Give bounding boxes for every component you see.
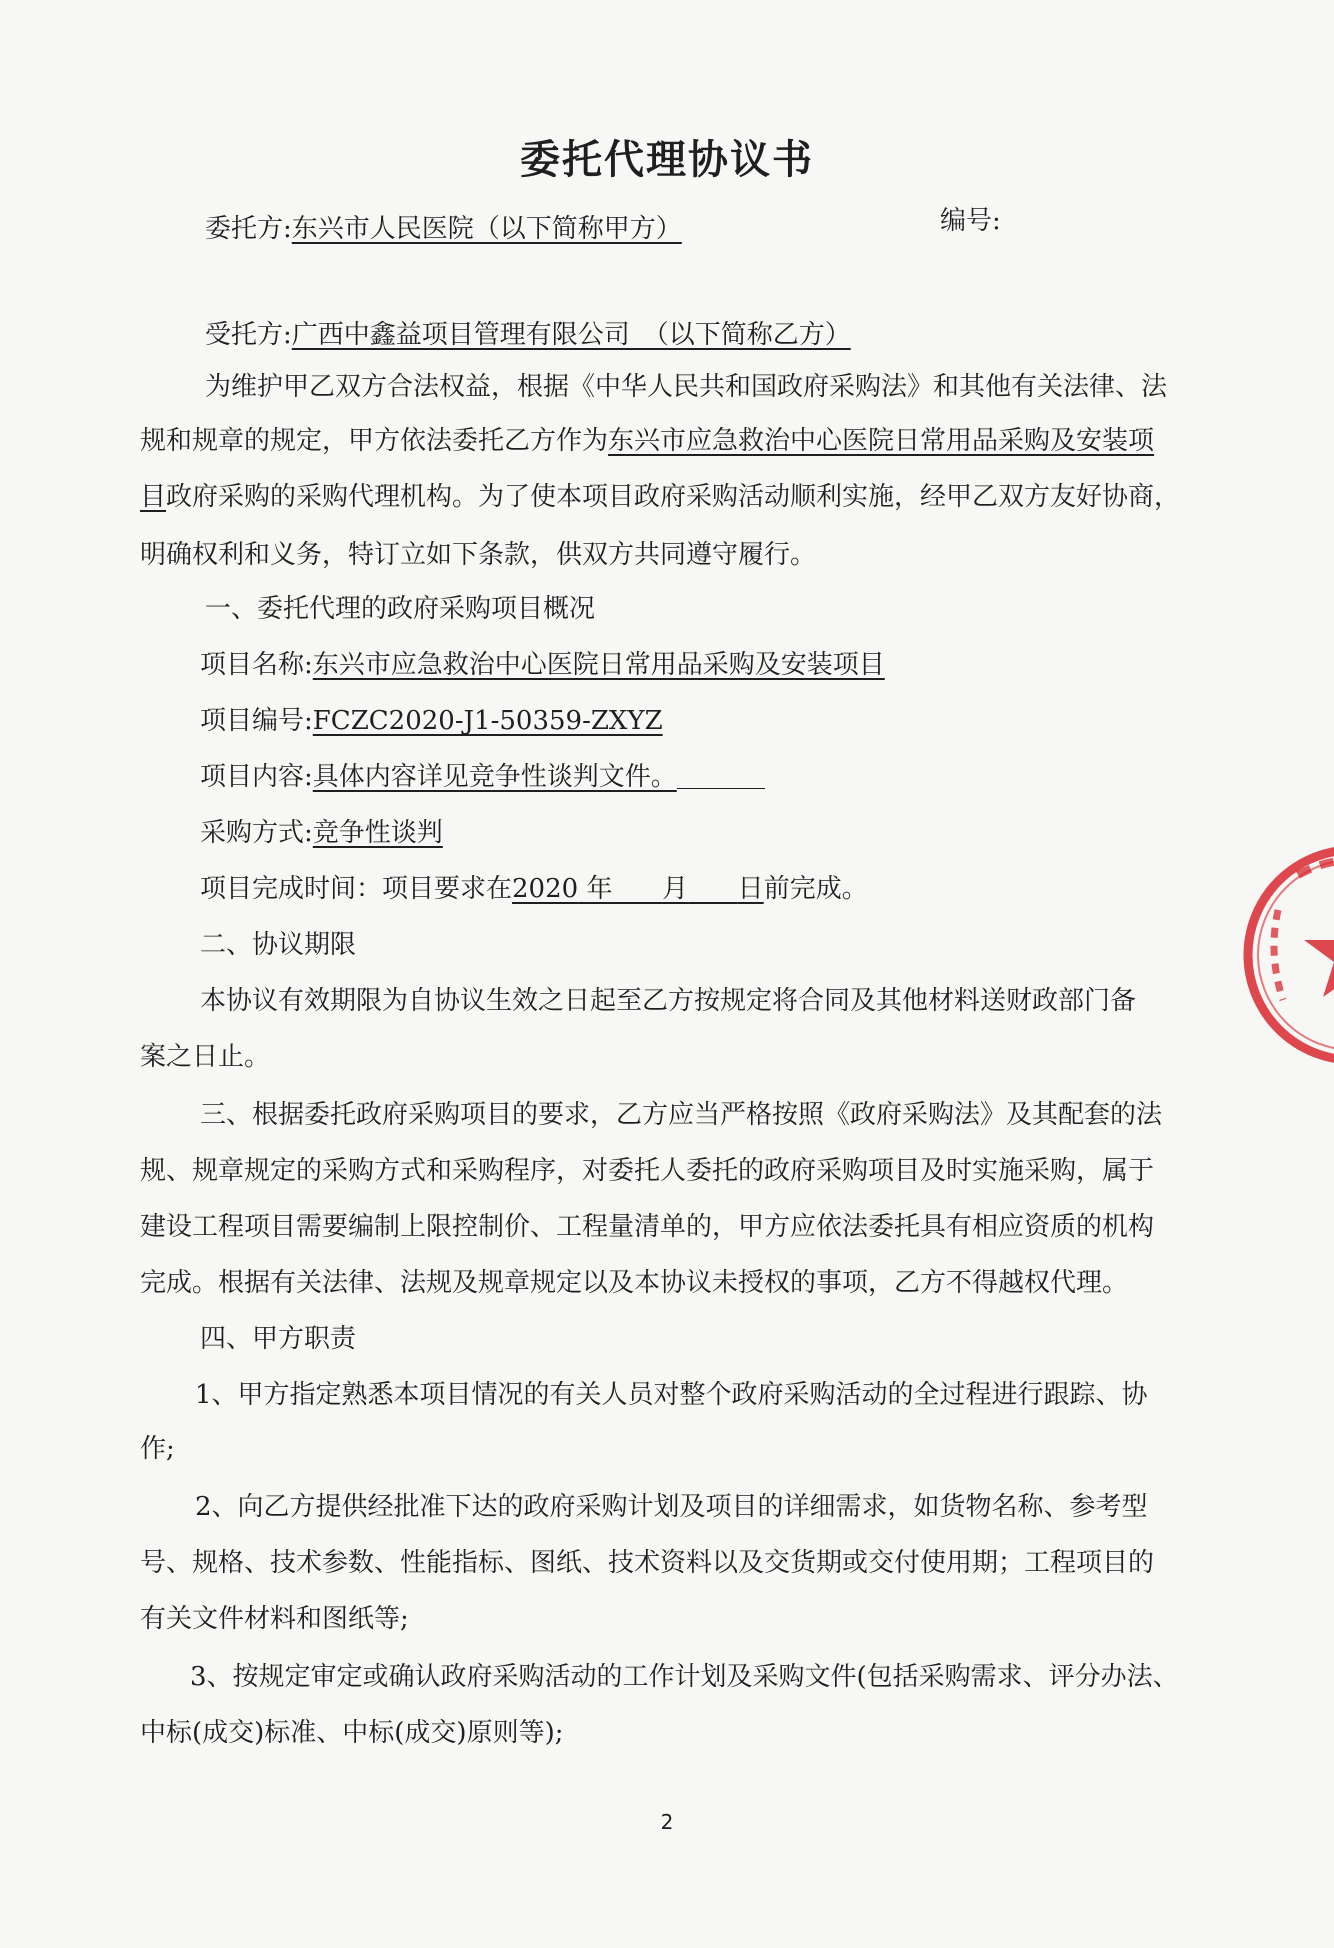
intro-line-1: 为维护甲乙双方合法权益，根据《中华人民共和国政府采购法》和其他有关法律、法 [205,372,1168,402]
completion-year-unit: 年 [586,874,613,904]
duty-2-line-2: 号、规格、技术参数、性能指标、图纸、技术资料以及交货期或交付使用期；工程项目的 [140,1548,1155,1578]
section-1-heading: 一、委托代理的政府采购项目概况 [205,594,596,624]
duty-2-line-1: 2、向乙方提供经批准下达的政府采购计划及项目的详细需求，如货物名称、参考型 [195,1492,1148,1522]
project-content-value: 具体内容详见竞争性谈判文件。 [312,762,677,792]
project-name-value: 东兴市应急救治中心医院日常用品采购及安装项目 [312,650,885,680]
completion-year-value: 2020 [512,874,579,904]
entrusting-party-line [205,212,1280,246]
project-content-label: 项目内容: [200,762,313,792]
entrusting-party-label: 委托方: [205,214,292,244]
completion-time-tail: 前完成。 [763,874,868,904]
intro-line-3-text: 政府采购的采购代理机构。为了使本项目政府采购活动顺利实施，经甲乙双方友好协商， [166,482,1181,512]
duty-1-line-2: 作; [140,1434,175,1464]
section-3-line-3: 建设工程项目需要编制上限控制价、工程量清单的，甲方应依法委托具有相应资质的机构 [140,1212,1155,1242]
project-name-label: 项目名称: [200,650,313,680]
entrusted-party-label: 受托方: [205,320,292,350]
intro-line-3 [140,480,1215,514]
section-3-line-1: 三、根据委托政府采购项目的要求，乙方应当严格按照《政府采购法》及其配套的法 [200,1100,1163,1130]
intro-project-name-tail: 目 [140,482,167,512]
company-seal-icon [1238,840,1334,1070]
completion-year [512,874,764,904]
intro-line-2 [140,424,1215,458]
project-name-line [200,648,1275,682]
duty-3-line-1: 3、按规定审定或确认政府采购活动的工作计划及采购文件(包括采购需求、评分办法、 [190,1662,1179,1692]
completion-time-line [200,872,1275,906]
section-4-heading: 四、甲方职责 [200,1324,357,1354]
entrusted-party-value: 广西中鑫益项目管理有限公司 （以下简称乙方） [291,320,851,350]
section-3-line-2: 规、规章规定的采购方式和采购程序，对委托人委托的政府采购项目及时实施采购，属于 [140,1156,1155,1186]
completion-day-unit: 日 [737,874,764,904]
project-number-value: FCZC2020-J1-50359-ZXYZ [312,706,663,736]
entrusted-party-line [205,318,1280,352]
duty-3-line-2: 中标(成交)标准、中标(成交)原则等); [140,1718,564,1748]
procurement-method-value: 竞争性谈判 [312,818,443,848]
project-content-blank [677,762,765,789]
procurement-method-label: 采购方式: [200,818,313,848]
document-title: 委托代理协议书 [520,137,814,183]
intro-project-name: 东兴市应急救治中心医院日常用品采购及安装项 [608,426,1155,456]
section-2-line-2: 案之日止。 [140,1042,271,1072]
section-2-line-1: 本协议有效期限为自协议生效之日起至乙方按规定将合同及其他材料送财政部门备 [200,986,1137,1016]
procurement-method-line [200,816,1275,850]
intro-line-4: 明确权利和义务，特订立如下条款，供双方共同遵守履行。 [140,540,817,570]
section-3-line-4: 完成。根据有关法律、法规及规章规定以及本协议未授权的事项，乙方不得越权代理。 [140,1268,1129,1298]
document-number-label: 编号: [940,206,1001,236]
project-content-line [200,760,1275,794]
project-number-label: 项目编号: [200,706,313,736]
section-2-heading: 二、协议期限 [200,930,357,960]
completion-month-unit: 月 [662,874,689,904]
intro-line-2-text: 规和规章的规定，甲方依法委托乙方作为 [140,426,609,456]
duty-1-line-1: 1、甲方指定熟悉本项目情况的有关人员对整个政府采购活动的全过程进行跟踪、协 [195,1380,1148,1410]
duty-2-line-3: 有关文件材料和图纸等; [140,1604,409,1634]
page-number: 2 [660,1810,674,1834]
completion-time-label: 项目完成时间：项目要求在 [200,874,513,904]
project-number-line [200,704,1275,738]
entrusting-party-value: 东兴市人民医院（以下简称甲方） [291,214,682,244]
